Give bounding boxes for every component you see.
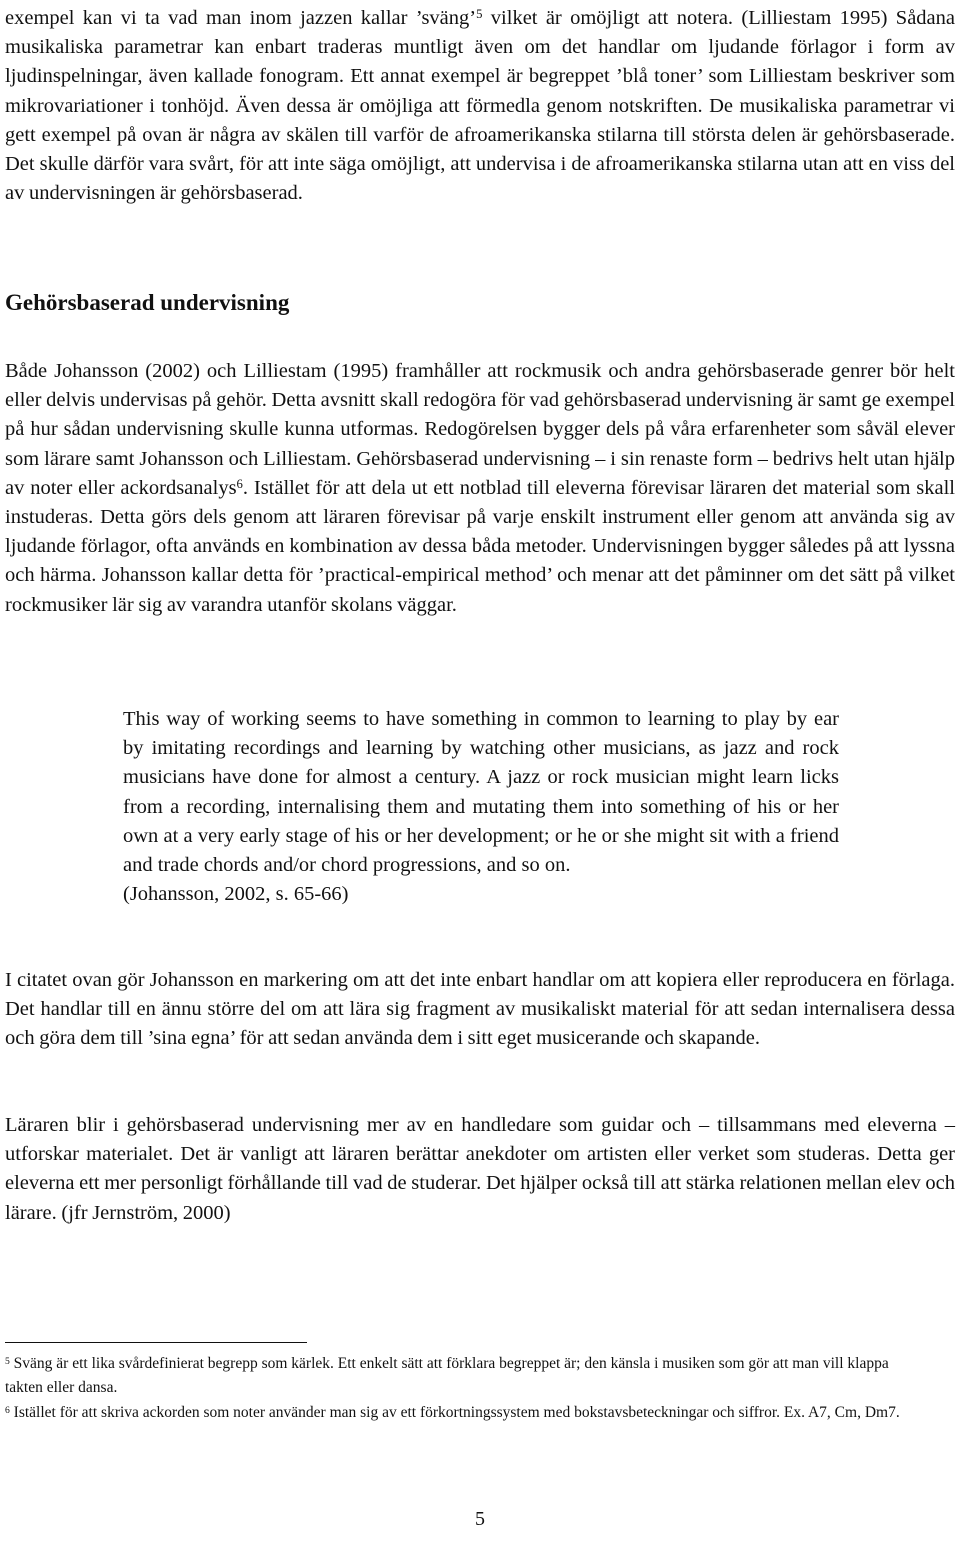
quote-text: This way of working seems to have something in common to learning to play by ear by imitating recordings and learning by watching other musicians, as jazz and rock musicians have done for almost a century. A jazz or rock musician might learn licks from a recording, internalising them and mutating them into something of his or her own at a very early stage of his or her development; or he or she might sit with a friend and trade chords and/or chord progressions, and so on. xyxy=(123,708,839,877)
footnote-5 xyxy=(5,1352,905,1400)
footnote-number: 6 xyxy=(5,1404,10,1416)
page-number: 5 xyxy=(475,1508,485,1530)
footnote-ref-6: 6 xyxy=(236,477,243,492)
footnote-text: Sväng är ett lika svårdefinierat begrepp som kärlek. Ett enkelt sätt att förklara begreppet är; den känsla i musiken som gör att man vill klappa takten eller dansa. xyxy=(5,1355,889,1396)
footnotes xyxy=(5,1352,905,1426)
body1-text-end: . Istället för att dela ut ett notblad till eleverna förevisar läraren det material som skall instuderas. Detta görs dels genom att läraren förevisar på varje enskilt instrument eller genom att använda sig av ljudande förlagor, ofta används en kombination av dessa båda metoder. Undervisningen bygger således på att lyssna och härma. Johansson kallar detta för ’practical-empirical method’ och menar att det påminner om det sätt på vilket rockmusiker lär sig av varandra utanför skolans väggar. xyxy=(5,476,955,616)
body-paragraph-1 xyxy=(5,357,955,620)
footnote-ref-5: 5 xyxy=(476,7,483,22)
body-paragraph-3: Läraren blir i gehörsbaserad undervisning mer av en handledare som guidar och – tillsammans med eleverna – utforskar materialet. Det är vanligt att läraren berättar anekdoter om artisten eller verket som studeras. Detta ger eleverna ett mer personligt förhållande till vad de studerar. Det hjälper också till att stärka relationen mellan elev och lärare. (jfr Jernström, 2000) xyxy=(5,1114,955,1224)
body1-text-start: Både Johansson (2002) och Lilliestam (1995) framhåller att rockmusik och andra gehörsbaserade genrer bör helt eller delvis undervisas på gehör. Detta avsnitt skall redogöra för vad gehörsbaserad undervisning är samt ge exempel på hur sådan undervisning skulle kunna utformas. Redogörelsen bygger dels på våra erfarenheter som såväl elever som lärare samt Johansson och Lilliestam. Gehörsbaserad undervisning – i sin renaste form – bedrivs helt utan hjälp av noter eller ackordsanalys xyxy=(5,360,955,499)
footnote-text: Istället för att skriva ackorden som noter använder man sig av ett förkortningssystem med bokstavsbeteckningar och siffror. Ex. A7, Cm, Dm7. xyxy=(13,1404,900,1421)
intro-text-start: exempel kan vi ta vad man inom jazzen kallar ’sväng’ xyxy=(5,7,477,29)
footnote-6 xyxy=(5,1401,905,1425)
footnote-number: 5 xyxy=(5,1355,10,1367)
footnote-separator xyxy=(5,1342,307,1343)
quote-citation: (Johansson, 2002, s. 65-66) xyxy=(123,883,349,906)
body-paragraph-2: I citatet ovan gör Johansson en markering om att det inte enbart handlar om att kopiera eller reproducera en förlaga. Det handlar till en ännu större del om att lära sig fragment av musikaliskt material för att sedan internalisera dessa och göra dem till ’sina egna’ för att sedan använda dem i sitt eget musicerande och skapande. xyxy=(5,969,955,1050)
intro-text-end: vilket är omöjligt att notera. (Lilliestam 1995) Sådana musikaliska parametrar kan enbart traderas muntligt även om det handlar om ljudande förlagor i form av ljudinspelningar, även kallade fonogram. Ett annat exempel är begreppet ’blå toner’ som Lilliestam beskriver som mikrovariationer i tonhöjd. Även dessa är omöjliga att förmedla genom notskriften. De musikaliska parametrar vi gett exempel på ovan är några av skälen till varför de afroamerikanska stilarna till största delen är gehörsbaserade. Det skulle därför vara svårt, för att inte säga omöjligt, att undervisa i de afroamerikanska stilarna utan att en viss del av undervisningen är gehörsbaserad. xyxy=(5,7,955,205)
intro-paragraph xyxy=(5,4,955,208)
block-quote xyxy=(123,705,839,909)
section-heading: Gehörsbaserad undervisning xyxy=(5,290,290,315)
